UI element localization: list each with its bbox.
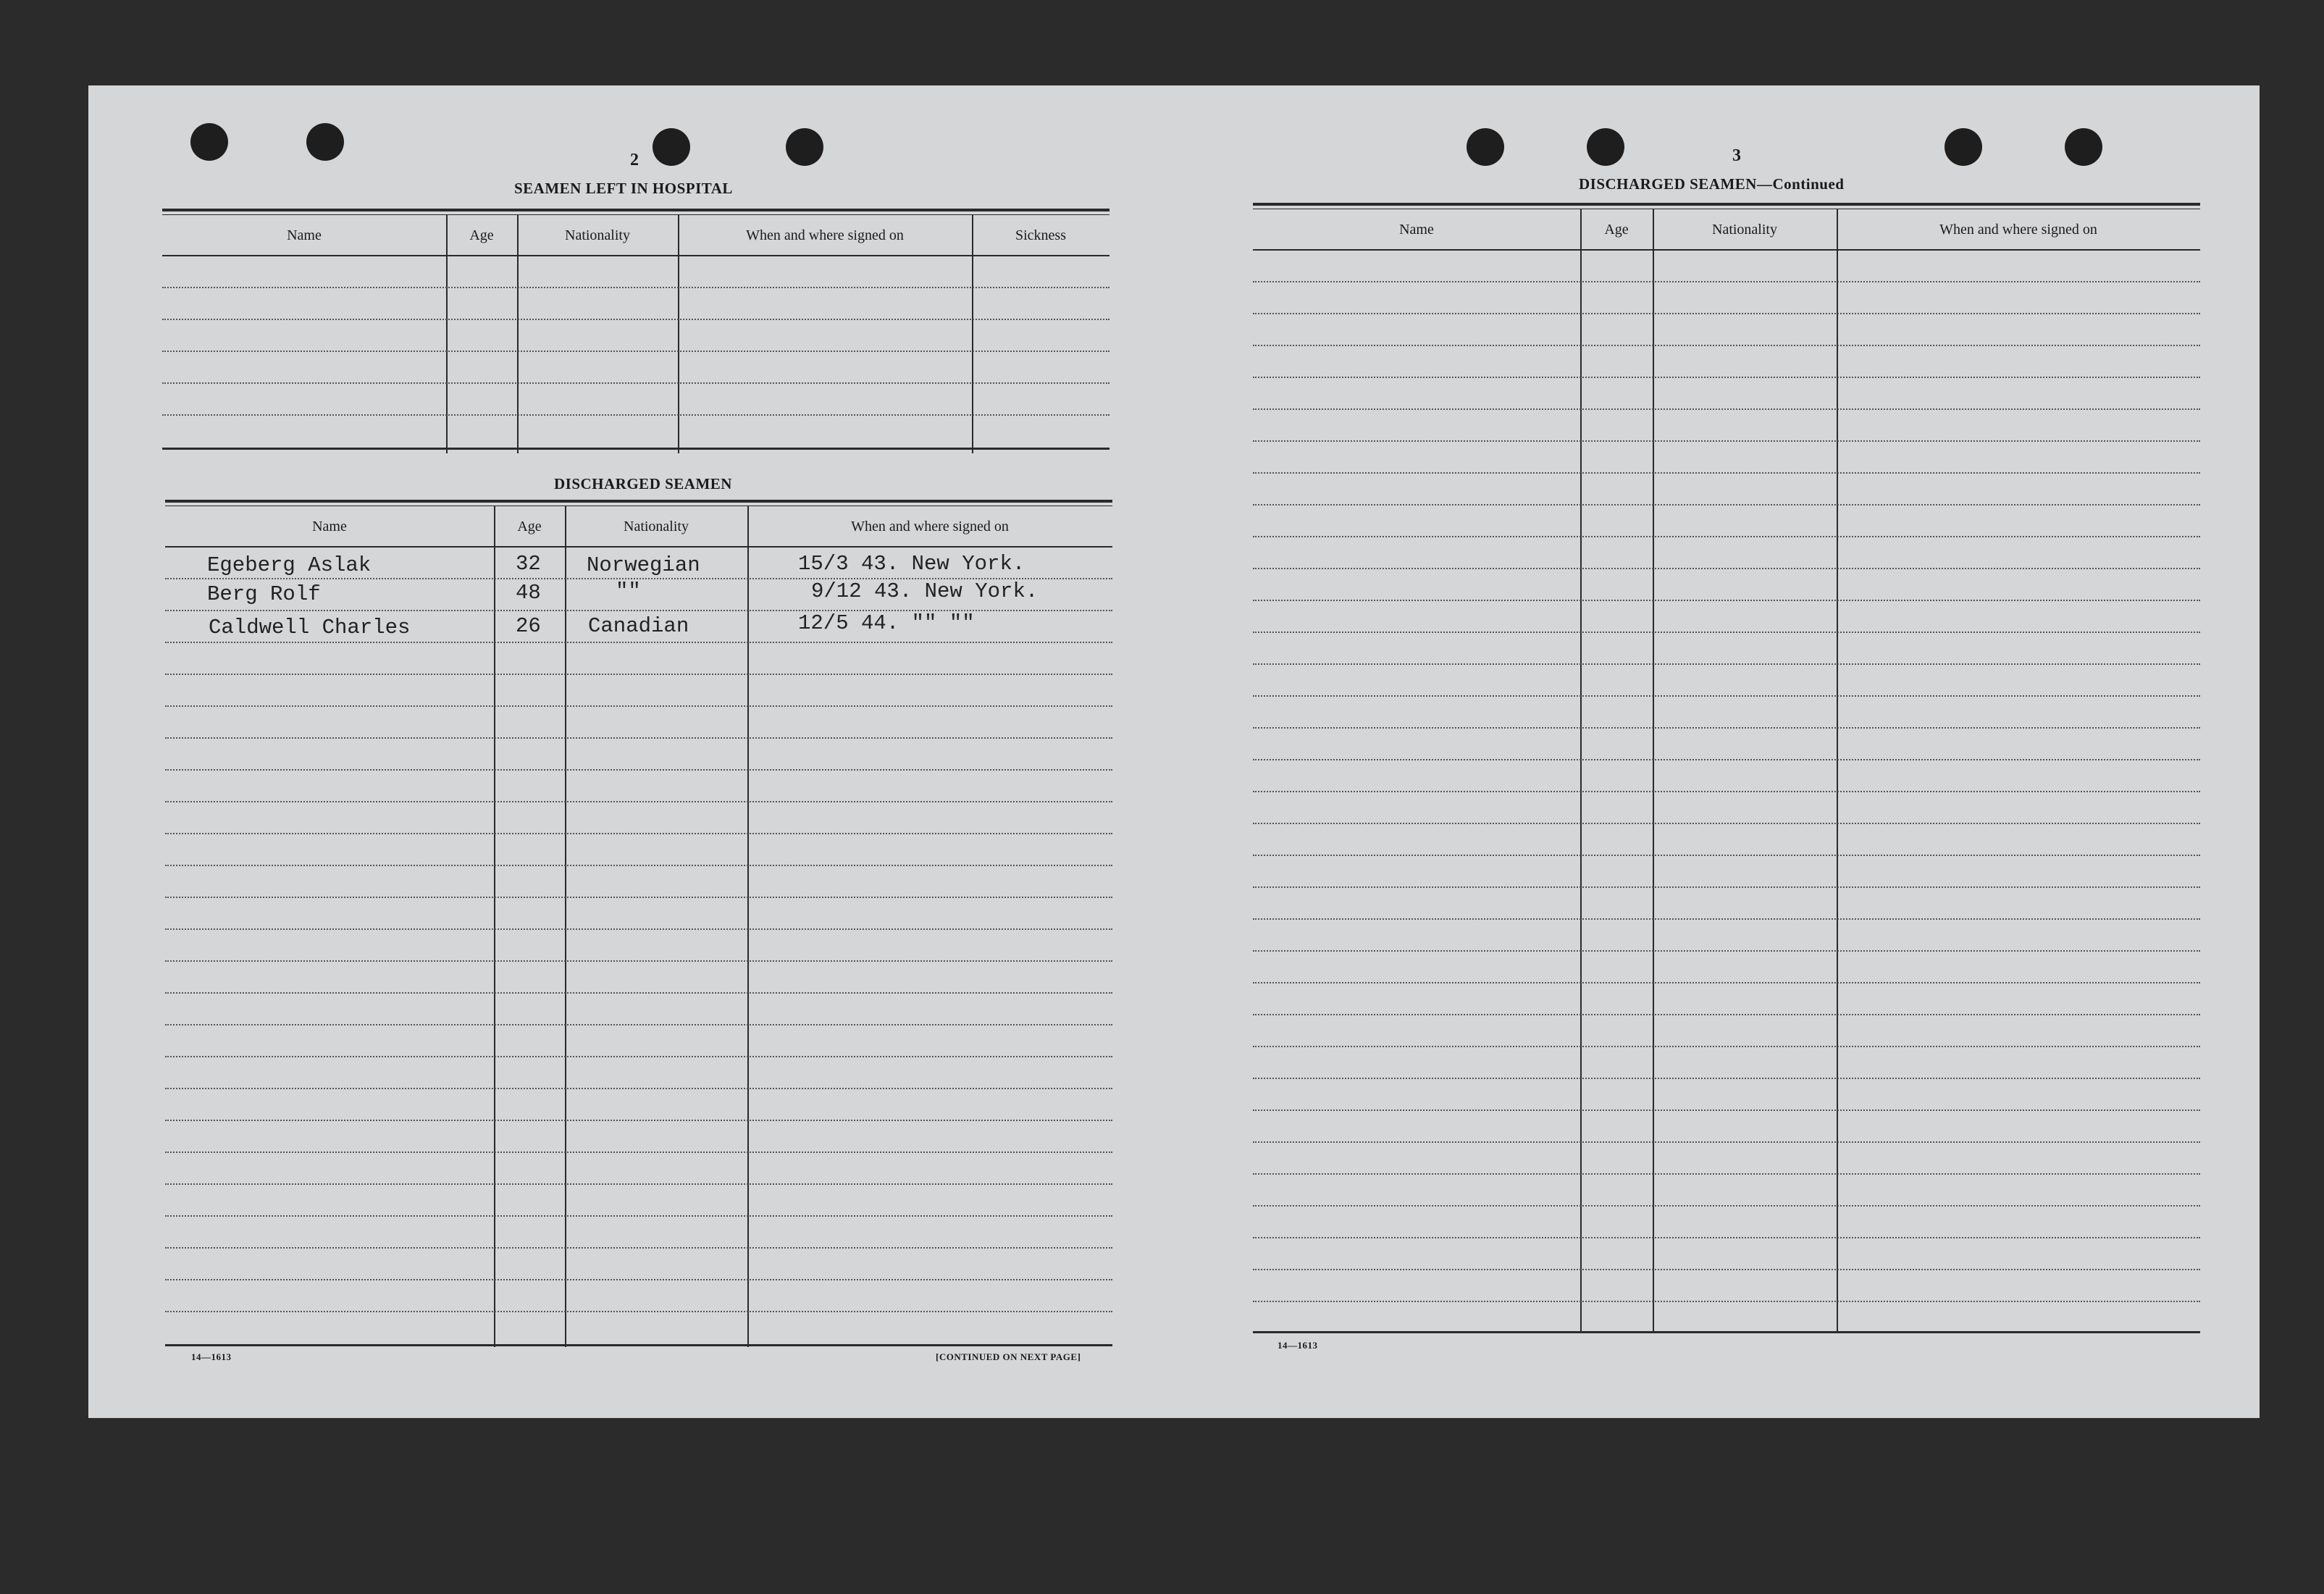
table-row-name: Caldwell Charles — [209, 616, 411, 639]
ledger-sheet — [88, 85, 2260, 1418]
punch-hole — [306, 123, 344, 161]
col-header-nationality: Nationality — [565, 227, 630, 243]
table-row-nationality: "" — [616, 579, 641, 603]
table-row-signed-on: 15/3 43. New York. — [798, 552, 1025, 576]
discharged-table — [165, 500, 1112, 1354]
col-header-age: Age — [1604, 222, 1629, 238]
form-number-right: 14—1613 — [1278, 1340, 1318, 1351]
col-header-sickness: Sickness — [1015, 227, 1066, 243]
hospital-section-title: SEAMEN LEFT IN HOSPITAL — [514, 180, 733, 197]
punch-hole — [190, 123, 228, 161]
col-header-age: Age — [517, 519, 542, 534]
table-row-age: 48 — [516, 581, 541, 605]
discharged-section-title: DISCHARGED SEAMEN — [554, 475, 732, 492]
punch-hole — [2065, 128, 2102, 166]
continued-note: [CONTINUED ON NEXT PAGE] — [936, 1351, 1081, 1362]
table-row-age: 32 — [516, 552, 541, 576]
discharged-continued-title: DISCHARGED SEAMEN—Continued — [1579, 175, 1845, 193]
form-number-left: 14—1613 — [191, 1351, 232, 1362]
col-header-signed-on: When and where signed on — [1939, 222, 2097, 238]
punch-hole — [786, 128, 823, 166]
col-header-age: Age — [469, 227, 494, 243]
page-number-left: 2 — [630, 151, 639, 169]
punch-hole — [1467, 128, 1504, 166]
table-row-name: Egeberg Aslak — [207, 553, 372, 577]
punch-hole — [1945, 128, 1982, 166]
col-header-name: Name — [287, 227, 322, 243]
col-header-nationality: Nationality — [624, 519, 689, 534]
col-header-nationality: Nationality — [1712, 222, 1777, 238]
table-row-nationality: Norwegian — [587, 553, 700, 577]
table-row-signed-on: 9/12 43. New York. — [811, 579, 1039, 603]
col-header-signed-on: When and where signed on — [851, 519, 1009, 534]
table-row-signed-on: 12/5 44. "" "" — [798, 611, 975, 635]
punch-hole — [1587, 128, 1624, 166]
table-row-name: Berg Rolf — [207, 582, 321, 606]
table-row-nationality: Canadian — [588, 614, 689, 638]
col-header-name: Name — [312, 519, 347, 534]
col-header-name: Name — [1399, 222, 1434, 238]
discharged-continued-table — [1253, 203, 2200, 1347]
page-number-right: 3 — [1732, 146, 1741, 165]
col-header-signed-on: When and where signed on — [746, 227, 904, 243]
table-row-age: 26 — [516, 614, 541, 638]
punch-hole — [653, 128, 690, 166]
